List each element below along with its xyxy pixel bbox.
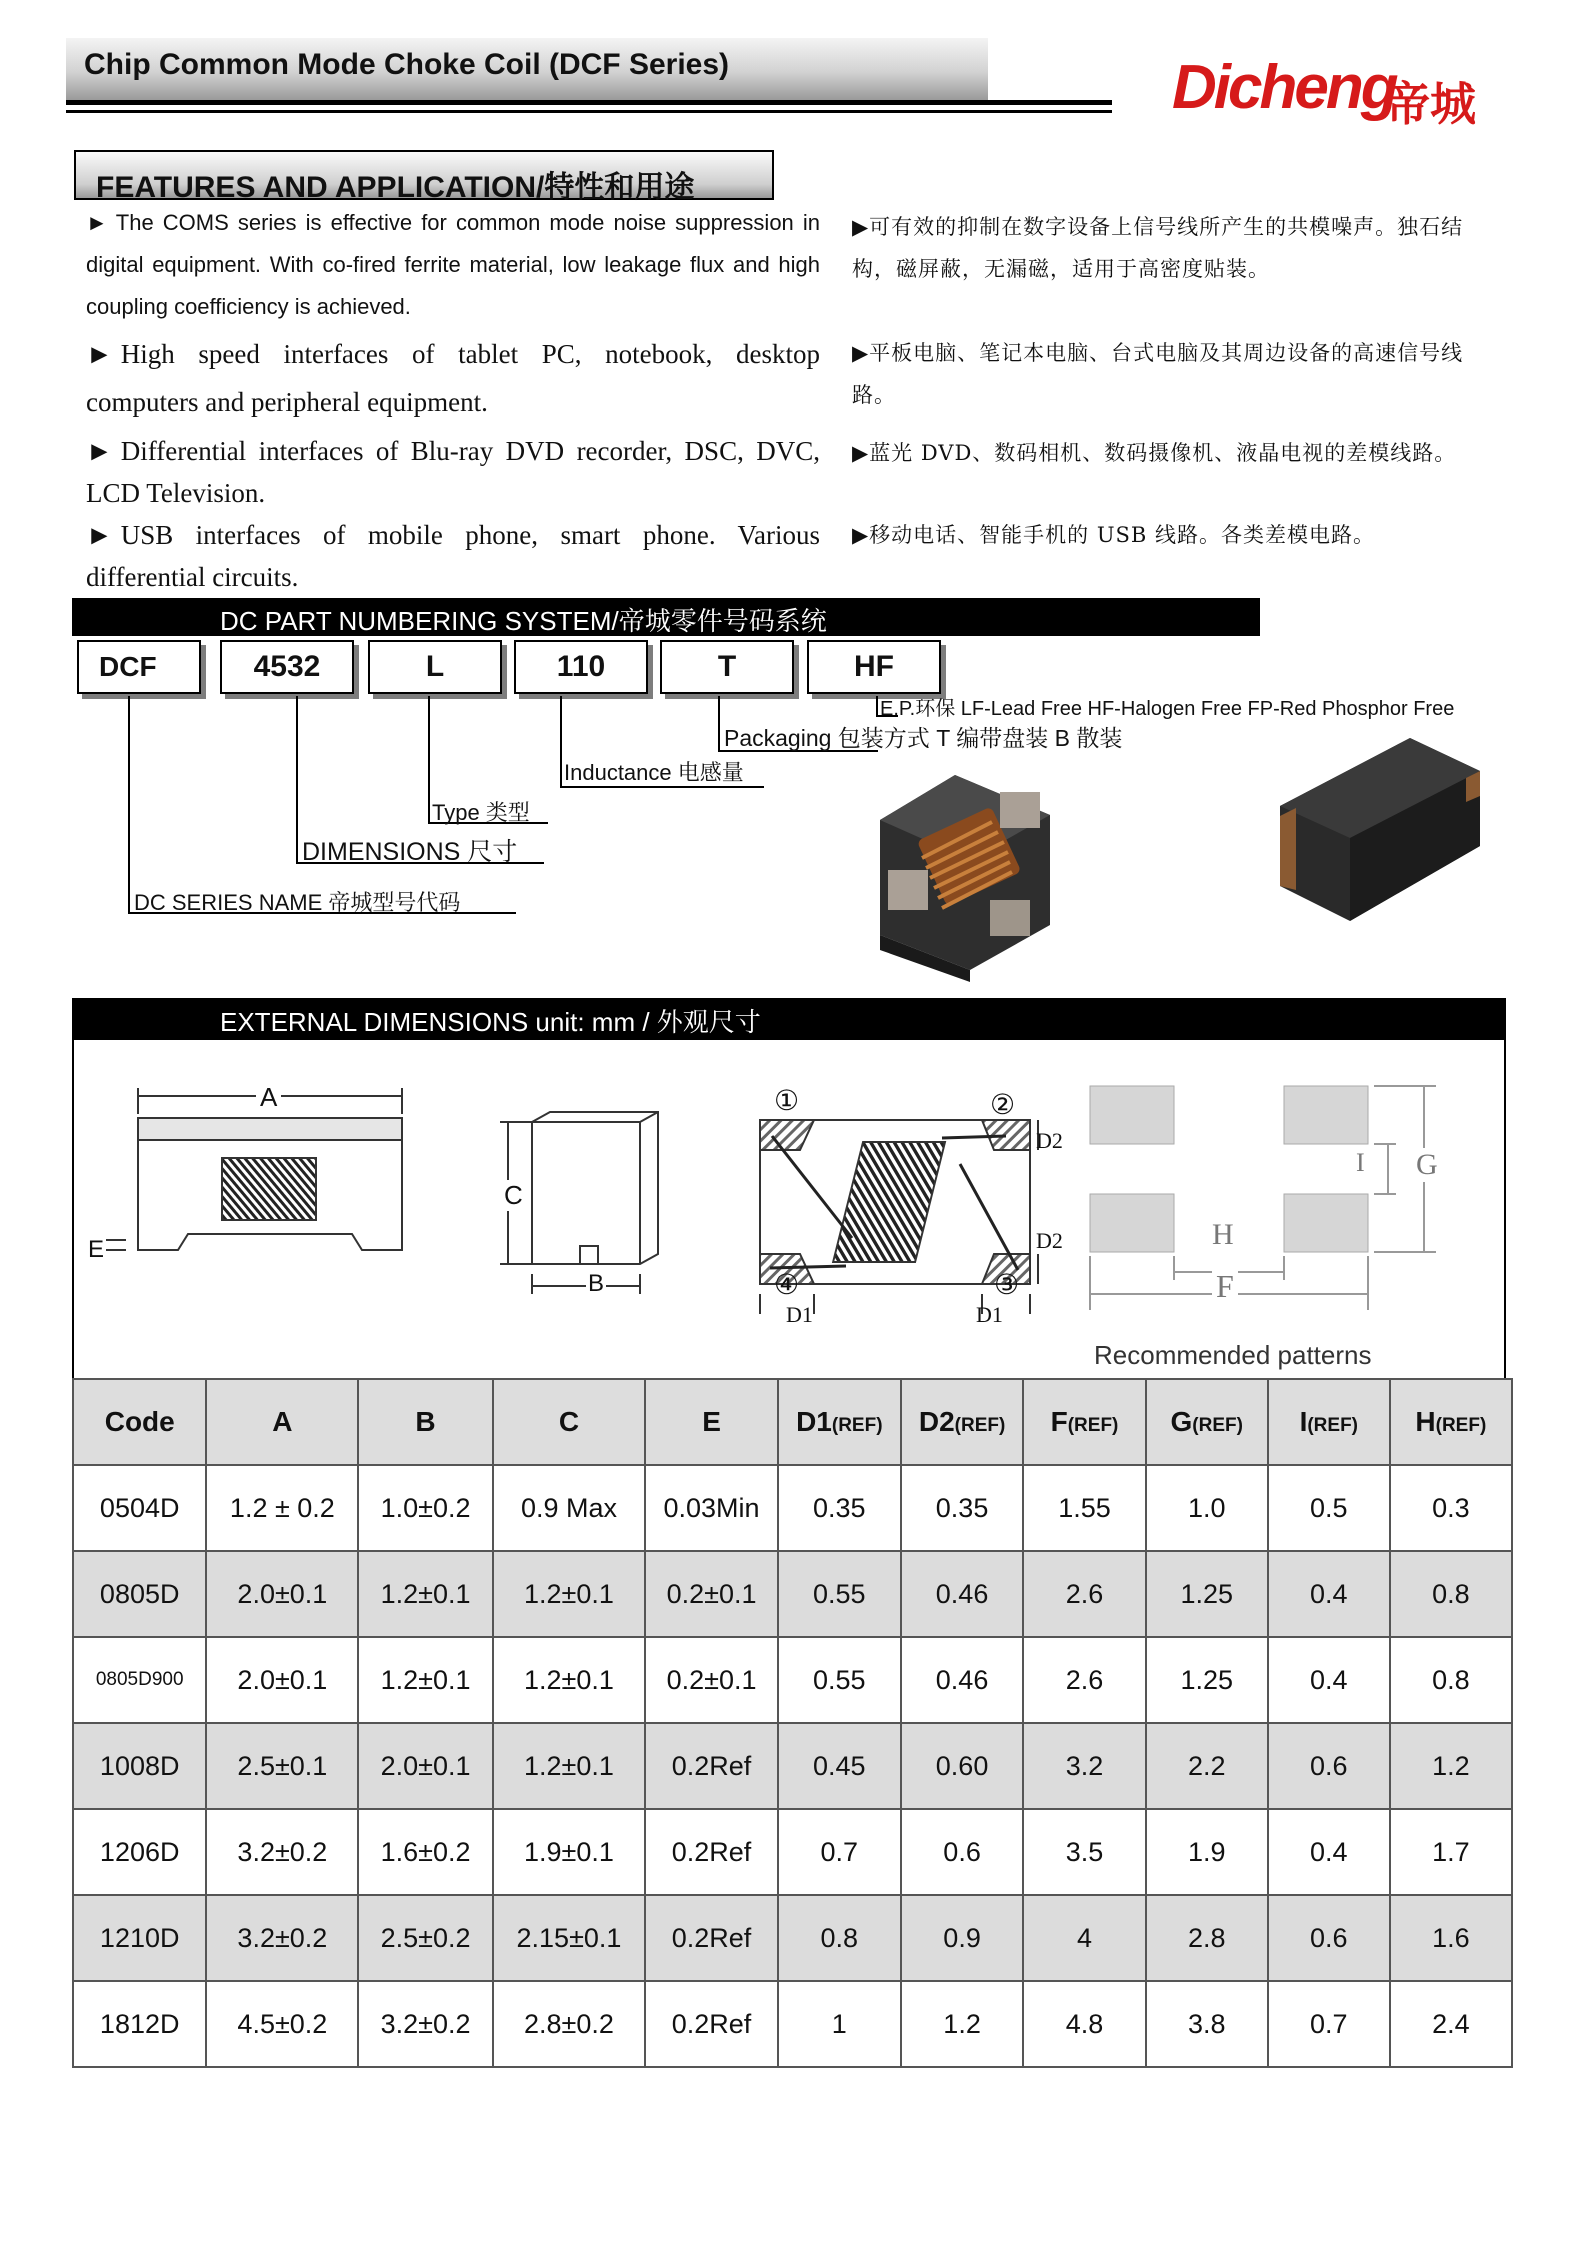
fig-label-a: A bbox=[256, 1082, 281, 1113]
table-row bbox=[73, 1981, 1512, 2067]
table-header-cell bbox=[1023, 1379, 1145, 1465]
dimensions-table bbox=[72, 1378, 1513, 2068]
part-box-type: L bbox=[368, 640, 502, 694]
cn-bullet-icon: ▶ bbox=[852, 215, 870, 239]
value-cell: 0.8 bbox=[778, 1895, 901, 1981]
bullet-icon: ► bbox=[86, 520, 113, 550]
table-header-label: B bbox=[415, 1406, 436, 1437]
value-cell: 1.2 bbox=[901, 1981, 1024, 2067]
value-cell: 0.2Ref bbox=[645, 1981, 778, 2067]
value-cell: 1.2±0.1 bbox=[358, 1551, 492, 1637]
numbering-heading: DC PART NUMBERING SYSTEM/帝城零件号码系统 bbox=[220, 606, 827, 636]
table-header-label: A bbox=[272, 1406, 293, 1437]
table-header-label: C bbox=[558, 1406, 580, 1437]
value-cell: 0.4 bbox=[1268, 1637, 1390, 1723]
product-photo-molded bbox=[1270, 726, 1488, 936]
fig-label-pin4: ④ bbox=[774, 1269, 800, 1300]
value-cell: 0.4 bbox=[1268, 1551, 1390, 1637]
table-header-row bbox=[73, 1379, 1512, 1465]
table-body bbox=[73, 1465, 1512, 2067]
logo-chinese: 帝城 bbox=[1384, 78, 1476, 130]
bullet-icon: ► bbox=[86, 339, 113, 369]
feature-en-3 bbox=[86, 430, 820, 514]
fig-label-pin3: ③ bbox=[994, 1269, 1020, 1300]
feature-cn-2-text: 平板电脑、笔记本电脑、台式电脑及其周边设备的高速信号线路。 bbox=[852, 341, 1464, 407]
label-packaging: Packaging 包装方式 T 编带盘装 B 散装 bbox=[724, 725, 1123, 751]
label-inductance: Inductance 电感量 bbox=[564, 760, 744, 785]
features-heading bbox=[74, 150, 774, 204]
table-header-ref: (REF) bbox=[1307, 1415, 1358, 1436]
feature-cn-3-text: 蓝光 DVD、数码相机、数码摄像机、液晶电视的差模线路。 bbox=[869, 441, 1457, 465]
fig-label-g: G bbox=[1416, 1148, 1438, 1181]
fig-label-c: C bbox=[504, 1180, 523, 1210]
value-cell: 3.8 bbox=[1146, 1981, 1268, 2067]
table-row bbox=[73, 1895, 1512, 1981]
table-header-label: D1 bbox=[796, 1406, 832, 1437]
value-cell: 1.2±0.1 bbox=[358, 1637, 492, 1723]
value-cell: 1.7 bbox=[1390, 1809, 1512, 1895]
leader-dimension bbox=[296, 696, 298, 864]
feature-cn-4-text: 移动电话、智能手机的 USB 线路。各类差模电路。 bbox=[869, 523, 1376, 547]
product-photo-open-coil bbox=[860, 760, 1065, 982]
value-cell: 1.2 bbox=[1390, 1723, 1512, 1809]
table-header-cell bbox=[1390, 1379, 1512, 1465]
recommended-pattern-drawing bbox=[1084, 1076, 1464, 1316]
value-cell: 0.2Ref bbox=[645, 1895, 778, 1981]
feature-cn-1-text: 可有效的抑制在数字设备上信号线所产生的共模噪声。独石结构，磁屏蔽，无漏磁，适用于高密度贴装。 bbox=[852, 215, 1464, 281]
leader-packaging bbox=[718, 696, 720, 752]
table-header-cell bbox=[73, 1379, 206, 1465]
side-view-drawing bbox=[86, 1074, 416, 1304]
table-row bbox=[73, 1637, 1512, 1723]
value-cell: 1.25 bbox=[1146, 1551, 1268, 1637]
table-header-cell bbox=[901, 1379, 1024, 1465]
table-header-ref: (REF) bbox=[1192, 1415, 1243, 1436]
code-cell: 0805D900 bbox=[73, 1637, 206, 1723]
value-cell: 0.2±0.1 bbox=[645, 1637, 778, 1723]
value-cell: 3.2 bbox=[1023, 1723, 1145, 1809]
value-cell: 0.46 bbox=[901, 1551, 1024, 1637]
table-row bbox=[73, 1809, 1512, 1895]
value-cell: 0.46 bbox=[901, 1637, 1024, 1723]
value-cell: 3.2±0.2 bbox=[206, 1809, 358, 1895]
value-cell: 1.6 bbox=[1390, 1895, 1512, 1981]
value-cell: 1.55 bbox=[1023, 1465, 1145, 1551]
table-header-cell bbox=[778, 1379, 901, 1465]
value-cell: 2.0±0.1 bbox=[358, 1723, 492, 1809]
header-rule bbox=[66, 100, 1112, 105]
value-cell: 0.7 bbox=[778, 1809, 901, 1895]
value-cell: 4.5±0.2 bbox=[206, 1981, 358, 2067]
recommended-patterns-caption: Recommended patterns bbox=[1094, 1340, 1372, 1370]
value-cell: 1.6±0.2 bbox=[358, 1809, 492, 1895]
feature-cn-4 bbox=[852, 514, 1532, 556]
value-cell: 1.9±0.1 bbox=[493, 1809, 645, 1895]
dimensions-heading-bar bbox=[72, 998, 1506, 1040]
value-cell: 1.2 ± 0.2 bbox=[206, 1465, 358, 1551]
value-cell: 1.2±0.1 bbox=[493, 1723, 645, 1809]
value-cell: 2.5±0.2 bbox=[358, 1895, 492, 1981]
table-header-label: G bbox=[1170, 1406, 1193, 1437]
fig-label-pin2: ② bbox=[990, 1089, 1016, 1120]
code-cell: 1812D bbox=[73, 1981, 206, 2067]
value-cell: 0.6 bbox=[1268, 1723, 1390, 1809]
part-box-inductance: 110 bbox=[514, 640, 648, 694]
value-cell: 1.9 bbox=[1146, 1809, 1268, 1895]
table-header-cell bbox=[645, 1379, 778, 1465]
value-cell: 2.2 bbox=[1146, 1723, 1268, 1809]
table-header-ref: (REF) bbox=[831, 1415, 883, 1436]
value-cell: 0.2Ref bbox=[645, 1723, 778, 1809]
value-cell: 2.6 bbox=[1023, 1551, 1145, 1637]
value-cell: 2.4 bbox=[1390, 1981, 1512, 2067]
value-cell: 1.2±0.1 bbox=[493, 1637, 645, 1723]
feature-cn-1 bbox=[852, 206, 1492, 290]
numbering-heading-bar bbox=[72, 598, 1260, 636]
feature-cn-3 bbox=[852, 432, 1532, 474]
leader-type bbox=[428, 696, 430, 824]
fig-label-f: F bbox=[1212, 1268, 1238, 1305]
fig-label-d2-top: D2 bbox=[1036, 1128, 1063, 1153]
value-cell: 1.0±0.2 bbox=[358, 1465, 492, 1551]
table-row bbox=[73, 1551, 1512, 1637]
features-heading-text: FEATURES AND APPLICATION/特性和用途 bbox=[96, 171, 695, 204]
feature-en-1 bbox=[86, 202, 820, 328]
value-cell: 0.9 Max bbox=[493, 1465, 645, 1551]
table-row bbox=[73, 1465, 1512, 1551]
value-cell: 2.8±0.2 bbox=[493, 1981, 645, 2067]
value-cell: 1.2±0.1 bbox=[493, 1551, 645, 1637]
value-cell: 3.5 bbox=[1023, 1809, 1145, 1895]
table-header-cell bbox=[493, 1379, 645, 1465]
value-cell: 1.25 bbox=[1146, 1637, 1268, 1723]
table-header-label: D2 bbox=[918, 1406, 955, 1437]
value-cell: 0.55 bbox=[778, 1551, 901, 1637]
bullet-icon: ► bbox=[86, 210, 108, 235]
fig-label-h: H bbox=[1212, 1218, 1234, 1251]
table-header-ref: (REF) bbox=[954, 1415, 1006, 1436]
table-header-label: I bbox=[1299, 1406, 1308, 1437]
value-cell: 2.15±0.1 bbox=[493, 1895, 645, 1981]
value-cell: 2.8 bbox=[1146, 1895, 1268, 1981]
table-header-cell bbox=[206, 1379, 358, 1465]
value-cell: 0.8 bbox=[1390, 1551, 1512, 1637]
internal-view-drawing bbox=[756, 1098, 1066, 1324]
fig-label-b: B bbox=[588, 1270, 605, 1297]
label-type: Type 类型 bbox=[432, 800, 530, 825]
value-cell: 0.9 bbox=[901, 1895, 1024, 1981]
table-header-ref: (REF) bbox=[1067, 1415, 1119, 1436]
part-box-hf: HF bbox=[807, 640, 941, 694]
value-cell: 0.3 bbox=[1390, 1465, 1512, 1551]
value-cell: 1.0 bbox=[1146, 1465, 1268, 1551]
table-header-label: F bbox=[1050, 1406, 1068, 1437]
value-cell: 0.7 bbox=[1268, 1981, 1390, 2067]
leader-hf bbox=[876, 696, 878, 716]
table-header-cell bbox=[1146, 1379, 1268, 1465]
feature-en-4-text: USB interfaces of mobile phone, smart phone. Various differential circuits. bbox=[86, 520, 820, 592]
value-cell: 4 bbox=[1023, 1895, 1145, 1981]
table-header-cell bbox=[1268, 1379, 1390, 1465]
value-cell: 2.5±0.1 bbox=[206, 1723, 358, 1809]
fig-label-pin1: ① bbox=[774, 1085, 800, 1116]
header-rule-thin bbox=[66, 110, 1112, 113]
page-title: Chip Common Mode Choke Coil (DCF Series) bbox=[84, 48, 730, 81]
leader-inductance bbox=[560, 696, 562, 788]
value-cell: 0.8 bbox=[1390, 1637, 1512, 1723]
fig-label-e: E bbox=[88, 1236, 105, 1263]
cn-bullet-icon: ▶ bbox=[852, 441, 870, 465]
value-cell: 3.2±0.2 bbox=[206, 1895, 358, 1981]
value-cell: 2.0±0.1 bbox=[206, 1637, 358, 1723]
feature-cn-2 bbox=[852, 332, 1492, 416]
table-row bbox=[73, 1723, 1512, 1809]
value-cell: 0.2Ref bbox=[645, 1809, 778, 1895]
fig-label-i: I bbox=[1356, 1148, 1365, 1177]
table-header-label: Code bbox=[104, 1406, 175, 1437]
code-cell: 1210D bbox=[73, 1895, 206, 1981]
cn-bullet-icon: ▶ bbox=[852, 523, 870, 547]
value-cell: 3.2±0.2 bbox=[358, 1981, 492, 2067]
fig-label-d2-bottom: D2 bbox=[1036, 1228, 1063, 1253]
code-cell: 1206D bbox=[73, 1809, 206, 1895]
value-cell: 2.0±0.1 bbox=[206, 1551, 358, 1637]
table-header-cell bbox=[358, 1379, 492, 1465]
value-cell: 0.60 bbox=[901, 1723, 1024, 1809]
leader-series bbox=[128, 696, 130, 914]
value-cell: 0.5 bbox=[1268, 1465, 1390, 1551]
code-cell: 0504D bbox=[73, 1465, 206, 1551]
feature-en-3-text: Differential interfaces of Blu-ray DVD recorder, DSC, DVC, LCD Television. bbox=[86, 436, 820, 508]
part-box-packaging: T bbox=[660, 640, 794, 694]
table-header-ref: (REF) bbox=[1435, 1415, 1487, 1436]
value-cell: 0.35 bbox=[901, 1465, 1024, 1551]
value-cell: 0.55 bbox=[778, 1637, 901, 1723]
code-cell: 0805D bbox=[73, 1551, 206, 1637]
label-hf: E.P.环保 LF-Lead Free HF-Halogen Free FP-Red Phosphor Free bbox=[880, 698, 1455, 720]
bullet-icon: ► bbox=[86, 436, 113, 466]
value-cell: 0.6 bbox=[1268, 1895, 1390, 1981]
fig-label-d1-right: D1 bbox=[976, 1302, 1003, 1327]
value-cell: 0.35 bbox=[778, 1465, 901, 1551]
feature-en-2 bbox=[86, 330, 820, 426]
label-dimensions: DIMENSIONS 尺寸 bbox=[302, 838, 518, 866]
part-box-dimension: 4532 bbox=[220, 640, 354, 694]
logo-wordmark: Dicheng bbox=[1172, 53, 1396, 122]
table-header-label: H bbox=[1415, 1406, 1436, 1437]
part-box-series: DCF bbox=[77, 640, 201, 694]
feature-en-4 bbox=[86, 514, 820, 598]
label-series: DC SERIES NAME 帝城型号代码 bbox=[134, 890, 461, 915]
table-header-label: E bbox=[702, 1406, 721, 1437]
value-cell: 1 bbox=[778, 1981, 901, 2067]
value-cell: 0.4 bbox=[1268, 1809, 1390, 1895]
value-cell: 0.2±0.1 bbox=[645, 1551, 778, 1637]
cn-bullet-icon: ▶ bbox=[852, 341, 870, 365]
value-cell: 0.03Min bbox=[645, 1465, 778, 1551]
dimensions-heading: EXTERNAL DIMENSIONS unit: mm / 外观尺寸 bbox=[220, 1007, 761, 1037]
value-cell: 0.6 bbox=[901, 1809, 1024, 1895]
feature-en-1-text: The COMS series is effective for common mode noise suppression in digital equipment. With co-fired ferrite material, low leakage flux and high coupling coefficiency is achieved. bbox=[86, 210, 820, 319]
feature-en-2-text: High speed interfaces of tablet PC, notebook, desktop computers and peripheral equipment. bbox=[86, 339, 820, 417]
fig-label-d1-left: D1 bbox=[786, 1302, 813, 1327]
value-cell: 2.6 bbox=[1023, 1637, 1145, 1723]
value-cell: 0.45 bbox=[778, 1723, 901, 1809]
value-cell: 4.8 bbox=[1023, 1981, 1145, 2067]
code-cell: 1008D bbox=[73, 1723, 206, 1809]
